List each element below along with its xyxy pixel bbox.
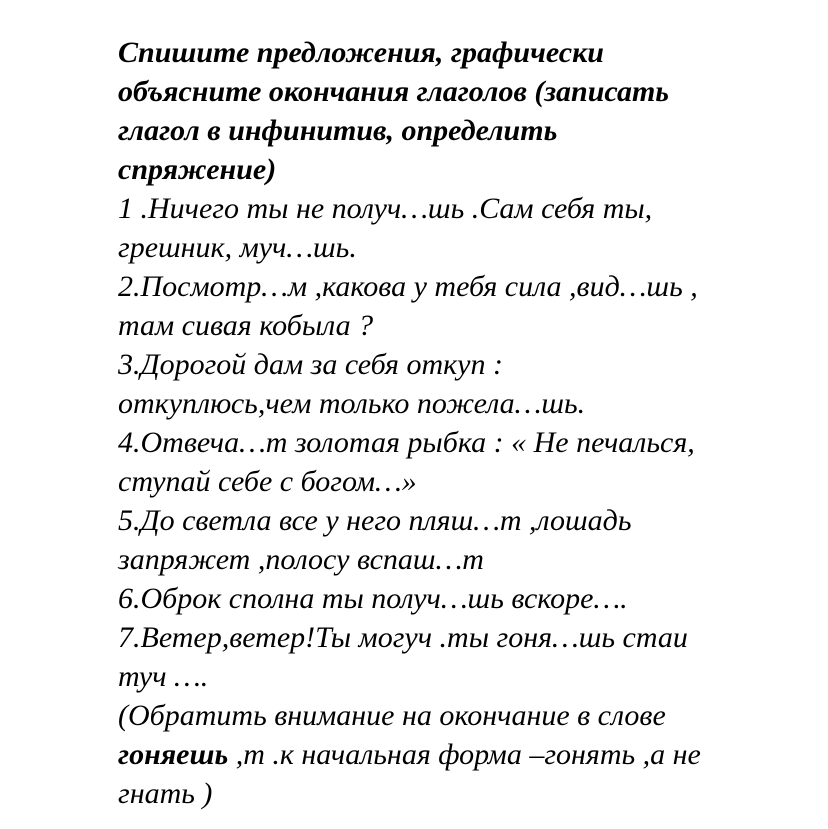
sentence-line: грешник, муч…шь. bbox=[118, 231, 357, 264]
heading-line: спряжение) bbox=[118, 153, 277, 186]
sentence-line: 3.Дорогой дам за себя откуп : bbox=[118, 348, 503, 381]
sentence-line: 2.Посмотр…м ,какова у тебя сила ,вид…шь , bbox=[118, 270, 698, 303]
note-line: гнать ) bbox=[118, 777, 213, 810]
sentence-line: откуплюсь,чем только пожела…шь. bbox=[118, 387, 586, 420]
sentence-line: 5.До светла все у него пляш…т ,лошадь bbox=[118, 504, 632, 537]
sentence-line: 6.Оброк сполна ты получ…шь вскоре…. bbox=[118, 582, 628, 615]
heading-line: Спишите предложения, графически bbox=[118, 36, 604, 69]
task-heading bbox=[118, 33, 798, 189]
highlighted-word: гоняешь bbox=[118, 738, 229, 771]
document-text bbox=[118, 33, 798, 813]
note-text: ,т .к начальная форма –гонять ,а не bbox=[228, 738, 701, 771]
sentence-line: 7.Ветер,ветер!Ты могуч .ты гоня…шь стаи bbox=[118, 621, 688, 654]
note-line: (Обратить внимание на окончание в слове bbox=[118, 699, 666, 732]
exercise-body bbox=[118, 189, 798, 813]
heading-line: объясните окончания глаголов (записать bbox=[118, 75, 670, 108]
sentence-line: 4.Отвеча…т золотая рыбка : « Не печалься, bbox=[118, 426, 695, 459]
sentence-line: там сивая кобыла ? bbox=[118, 309, 374, 342]
sentence-line: 1 .Ничего ты не получ…шь .Сам себя ты, bbox=[118, 192, 653, 225]
note-line bbox=[118, 735, 798, 774]
heading-line: глагол в инфинитив, определить bbox=[118, 114, 558, 147]
sentence-line: туч …. bbox=[118, 660, 209, 693]
sentence-line: ступай себе с богом…» bbox=[118, 465, 417, 498]
sentence-line: запряжет ,полосу вспаш…т bbox=[118, 543, 484, 576]
